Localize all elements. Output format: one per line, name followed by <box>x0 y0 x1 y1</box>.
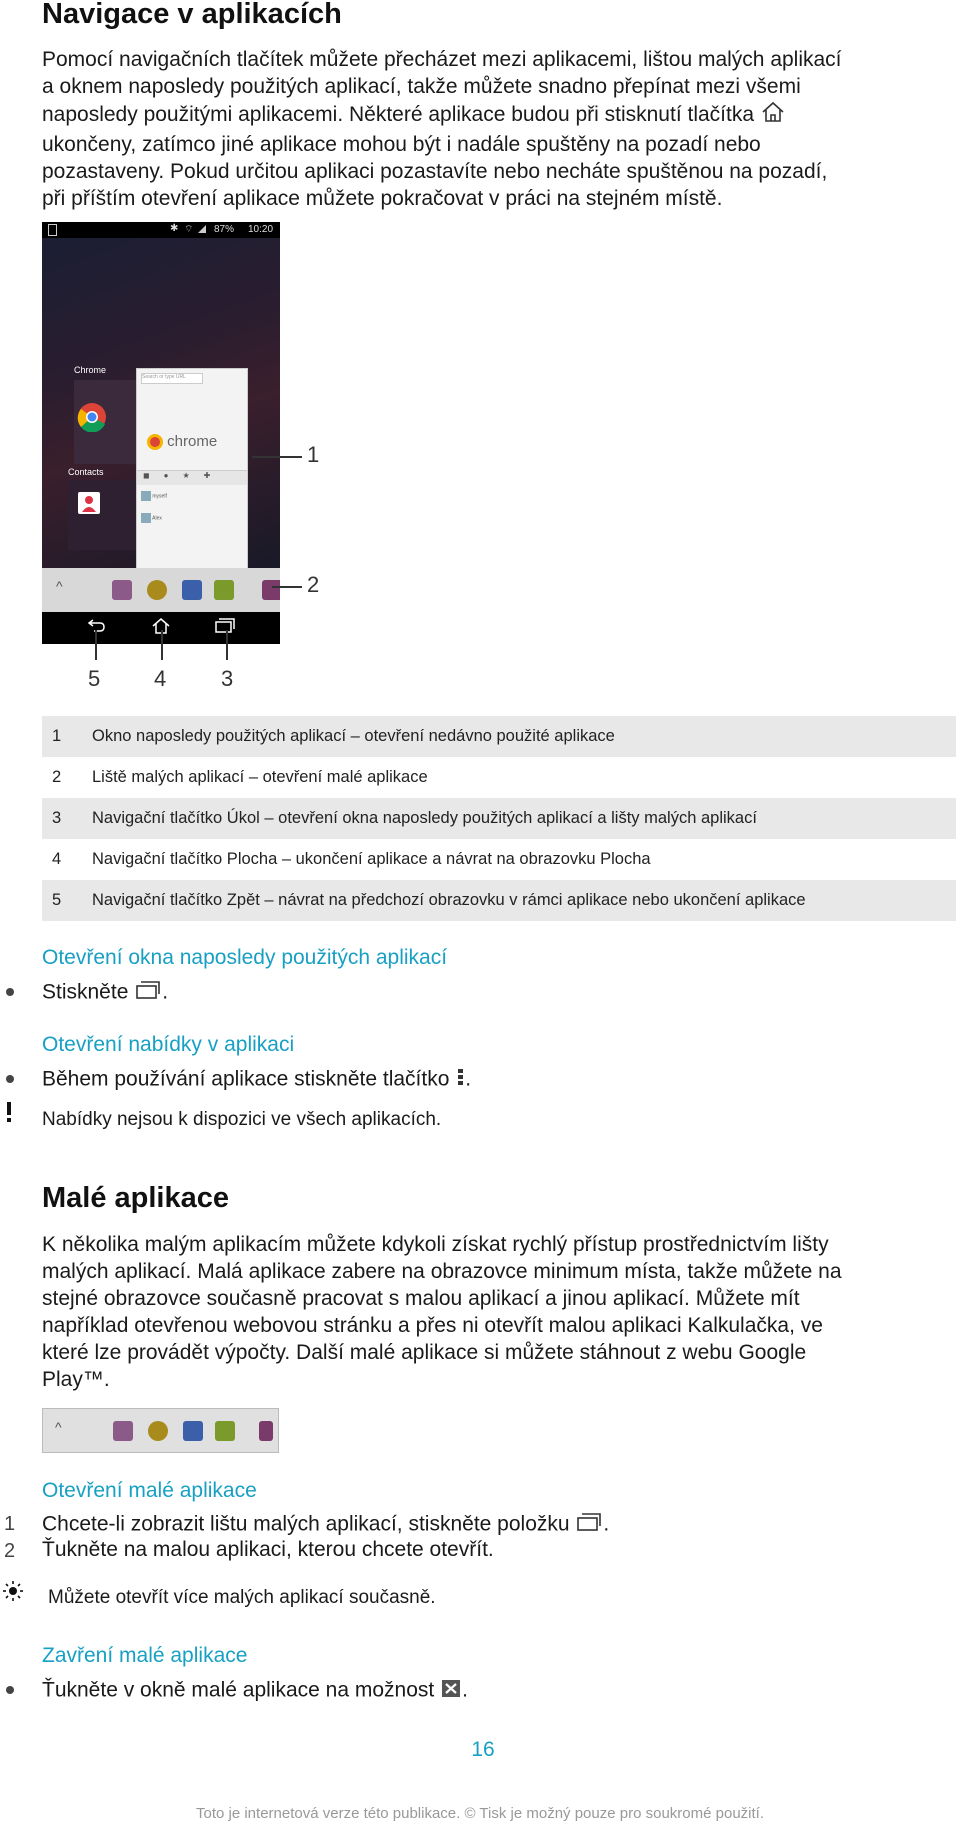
home-icon <box>760 100 786 131</box>
subheading-open-small-app: Otevření malé aplikace <box>42 1479 257 1502</box>
search-field: Search or type URL <box>141 373 203 384</box>
tip-text: Můžete otevřít více malých aplikací současně. <box>48 1587 436 1608</box>
step-number: 2 <box>4 1540 16 1562</box>
para-line: stejné obrazovce současně pracovat s malou aplikací a jinou aplikací. Můžete mít <box>42 1287 800 1310</box>
recorder-app-icon[interactable] <box>214 580 234 600</box>
timer-app-icon[interactable] <box>147 580 167 600</box>
tip-lightbulb-icon <box>2 1580 24 1607</box>
callout-5: 5 <box>88 666 101 691</box>
para-line: například otevřenou webovou stránku a přes ni otevřít malou aplikaci Kalkulačka, ve <box>42 1314 823 1337</box>
note-text: Nabídky nejsou k dispozici ve všech aplikacích. <box>42 1109 442 1130</box>
notes-app-icon <box>113 1421 133 1441</box>
para-line: a oknem naposledy použitých aplikací, takže můžete snadno přepínat mezi všemi <box>42 75 801 98</box>
more-app-icon <box>259 1421 273 1441</box>
phone-screenshot <box>42 222 280 644</box>
step-1: Chcete-li zobrazit lištu malých aplikací, stiskněte položku . <box>42 1511 609 1539</box>
small-apps-paragraph <box>42 1231 947 1393</box>
para-line: malých aplikací. Malá aplikace zabere na obrazovce minimum místa, takže můžete na <box>42 1260 842 1283</box>
subheading-open-recent: Otevření okna naposledy použitých aplikací <box>42 946 448 969</box>
subheading-open-menu: Otevření nabídky v aplikaci <box>42 1033 295 1056</box>
bluetooth-icon: ✱ <box>170 223 179 234</box>
bullet <box>6 1075 14 1083</box>
step-close: Ťukněte v okně malé aplikace na možnost . <box>42 1677 468 1705</box>
para-line: pozastaveny. Pokud určitou aplikaci pozastavíte nebo necháte spuštěnou na pozadí, <box>42 160 828 183</box>
chrome-logo: chrome <box>147 433 217 450</box>
contacts-tabs: ◼●★✚ <box>137 471 247 485</box>
para-line: Play™. <box>42 1368 110 1391</box>
legend-row: 1 Okno naposledy použitých aplikací – otevření nedávno použité aplikace <box>42 716 956 757</box>
calculator-app-icon[interactable] <box>182 580 202 600</box>
section-title: Malé aplikace <box>42 1182 229 1214</box>
step-number: 1 <box>4 1513 16 1535</box>
recent-contacts-card[interactable] <box>136 470 248 576</box>
small-apps-bar <box>42 568 280 612</box>
callout-line <box>272 586 302 588</box>
contact-icon <box>78 492 100 514</box>
page-footer: Toto je internetová verze této publikace. © Tisk je možný pouze pro soukromé použití. <box>195 1805 764 1822</box>
section-title: Navigace v aplikacích <box>42 0 342 30</box>
status-time: 10:20 <box>248 224 274 235</box>
para-line: které lze provádět výpočty. Další malé aplikace si můžete stáhnout z webu Google <box>42 1341 807 1364</box>
chrome-icon <box>77 402 107 437</box>
menu-dots-icon <box>455 1066 465 1094</box>
callout-line <box>226 630 228 660</box>
more-app-icon[interactable] <box>262 580 280 600</box>
callout-3: 3 <box>221 666 234 691</box>
step-2: Ťukněte na malou aplikaci, kterou chcete otevřít. <box>42 1538 494 1561</box>
chevron-up-icon[interactable]: ^ <box>56 578 63 594</box>
callout-line <box>252 456 302 458</box>
recorder-app-icon <box>215 1421 235 1441</box>
task-button[interactable] <box>214 618 236 639</box>
notification-icon <box>48 224 57 236</box>
step-press-task: Stiskněte . <box>42 979 168 1007</box>
battery-level: 87% <box>214 224 235 235</box>
task-icon <box>575 1511 603 1539</box>
para-line: při příštím otevření aplikace můžete pokračovat v práci na stejném místě. <box>42 187 723 210</box>
callout-line <box>95 630 97 660</box>
calculator-app-icon <box>183 1421 203 1441</box>
legend-row: 4 Navigační tlačítko Plocha – ukončení aplikace a návrat na obrazovku Plocha <box>52 850 651 868</box>
contact-row: Alex <box>141 513 162 523</box>
recent-app-label: Contacts <box>68 467 104 477</box>
timer-app-icon <box>148 1421 168 1441</box>
callout-1: 1 <box>307 442 320 467</box>
bullet <box>6 988 14 996</box>
notes-app-icon[interactable] <box>112 580 132 600</box>
legend-row: 2 Liště malých aplikací – otevření malé aplikace <box>52 768 428 786</box>
intro-paragraph <box>42 46 947 212</box>
callout-4: 4 <box>154 666 167 691</box>
callout-2: 2 <box>307 572 320 597</box>
legend-row: 5 Navigační tlačítko Zpět – návrat na předchozí obrazovku v rámci aplikace nebo ukončení aplikace <box>42 880 956 921</box>
step-press-menu: Během používání aplikace stiskněte tlačítko . <box>42 1066 471 1094</box>
para-line: Pomocí navigačních tlačítek můžete přecházet mezi aplikacemi, lištou malých aplikací <box>42 48 842 71</box>
chevron-up-icon: ^ <box>55 1419 62 1435</box>
para-line: K několika malým aplikacím můžete kdykoli získat rychlý přístup prostřednictvím lišty <box>42 1233 829 1256</box>
signal-icon <box>198 225 206 233</box>
legend-row: 3 Navigační tlačítko Úkol – otevření okna naposledy použitých aplikací a lišty malých aplikací <box>42 798 956 839</box>
para-line: ukončeny, zatímco jiné aplikace mohou být i nadále spuštěny na pozadí nebo <box>42 133 761 156</box>
callout-line <box>161 630 163 660</box>
subheading-close-small-app: Zavření malé aplikace <box>42 1644 248 1667</box>
para-line: naposledy použitými aplikacemi. Některé aplikace budou při stisknutí tlačítka <box>42 100 947 131</box>
page-number: 16 <box>471 1738 495 1761</box>
recent-app-label: Chrome <box>74 365 107 375</box>
status-bar <box>42 222 280 238</box>
legend-table <box>42 716 956 921</box>
wifi-icon: ⌔ <box>184 224 194 235</box>
small-apps-bar-image <box>42 1408 279 1453</box>
task-icon <box>134 979 162 1007</box>
close-icon <box>440 1677 462 1705</box>
exclamation-icon <box>4 1100 14 1129</box>
contact-row: myself <box>141 491 167 501</box>
bullet <box>6 1686 14 1694</box>
